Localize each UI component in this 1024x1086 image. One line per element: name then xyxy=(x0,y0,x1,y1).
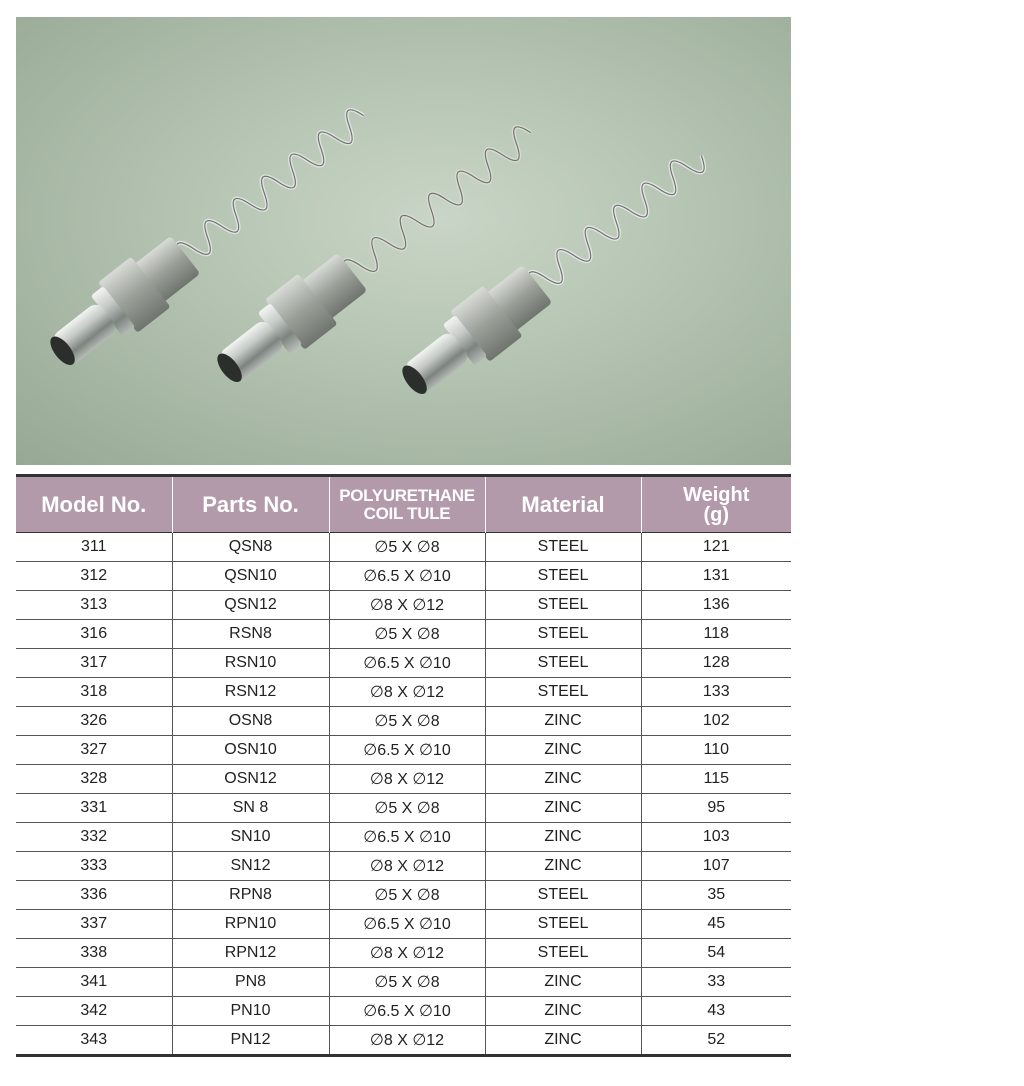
table-row xyxy=(16,997,791,1026)
cell-parts-no: PN10 xyxy=(172,997,329,1026)
cell-material: ZINC xyxy=(485,736,641,765)
cell-coil-tube: ∅6.5 X ∅10 xyxy=(329,562,485,591)
cell-coil-tube: ∅6.5 X ∅10 xyxy=(329,649,485,678)
cell-model-no: 343 xyxy=(16,1026,172,1056)
cell-model-no: 342 xyxy=(16,997,172,1026)
cell-weight: 95 xyxy=(641,794,791,823)
cell-material: STEEL xyxy=(485,939,641,968)
cell-coil-tube: ∅5 X ∅8 xyxy=(329,620,485,649)
cell-weight: 115 xyxy=(641,765,791,794)
cell-parts-no: RSN8 xyxy=(172,620,329,649)
cell-parts-no: SN12 xyxy=(172,852,329,881)
cell-coil-tube: ∅8 X ∅12 xyxy=(329,1026,485,1056)
table-row xyxy=(16,939,791,968)
specs-table xyxy=(16,474,791,1057)
cell-material: STEEL xyxy=(485,910,641,939)
cell-model-no: 338 xyxy=(16,939,172,968)
table-row xyxy=(16,1026,791,1056)
cell-coil-tube: ∅8 X ∅12 xyxy=(329,939,485,968)
table-row xyxy=(16,968,791,997)
cell-parts-no: PN8 xyxy=(172,968,329,997)
cell-coil-tube: ∅5 X ∅8 xyxy=(329,794,485,823)
cell-weight: 43 xyxy=(641,997,791,1026)
header-material: Material xyxy=(485,476,641,533)
cell-material: ZINC xyxy=(485,823,641,852)
cell-weight: 131 xyxy=(641,562,791,591)
cell-coil-tube: ∅6.5 X ∅10 xyxy=(329,736,485,765)
cell-parts-no: OSN8 xyxy=(172,707,329,736)
cell-coil-tube: ∅8 X ∅12 xyxy=(329,852,485,881)
cell-model-no: 327 xyxy=(16,736,172,765)
cell-model-no: 326 xyxy=(16,707,172,736)
cell-weight: 107 xyxy=(641,852,791,881)
cell-parts-no: RPN10 xyxy=(172,910,329,939)
cell-material: ZINC xyxy=(485,997,641,1026)
cell-weight: 118 xyxy=(641,620,791,649)
table-row xyxy=(16,707,791,736)
coupler-fitting xyxy=(389,130,722,409)
cell-weight: 133 xyxy=(641,678,791,707)
header-coil-tube: POLYURETHANE COIL TULE xyxy=(329,476,485,533)
table-row xyxy=(16,794,791,823)
cell-material: STEEL xyxy=(485,881,641,910)
cell-model-no: 311 xyxy=(16,533,172,562)
cell-coil-tube: ∅5 X ∅8 xyxy=(329,881,485,910)
cell-parts-no: QSN8 xyxy=(172,533,329,562)
cell-material: STEEL xyxy=(485,649,641,678)
cell-parts-no: SN10 xyxy=(172,823,329,852)
cell-parts-no: RSN10 xyxy=(172,649,329,678)
cell-coil-tube: ∅6.5 X ∅10 xyxy=(329,997,485,1026)
cell-model-no: 341 xyxy=(16,968,172,997)
table-row xyxy=(16,765,791,794)
cell-weight: 110 xyxy=(641,736,791,765)
cell-model-no: 333 xyxy=(16,852,172,881)
cell-weight: 103 xyxy=(641,823,791,852)
header-weight: Weight (g) xyxy=(641,476,791,533)
cell-parts-no: OSN12 xyxy=(172,765,329,794)
cell-material: STEEL xyxy=(485,591,641,620)
table-row xyxy=(16,881,791,910)
table-body xyxy=(16,533,791,1056)
cell-material: ZINC xyxy=(485,968,641,997)
table-row xyxy=(16,852,791,881)
cell-coil-tube: ∅5 X ∅8 xyxy=(329,707,485,736)
cell-parts-no: RSN12 xyxy=(172,678,329,707)
cell-material: ZINC xyxy=(485,1026,641,1056)
cell-parts-no: QSN10 xyxy=(172,562,329,591)
cell-coil-tube: ∅6.5 X ∅10 xyxy=(329,910,485,939)
cell-model-no: 316 xyxy=(16,620,172,649)
table-row xyxy=(16,562,791,591)
cell-coil-tube: ∅8 X ∅12 xyxy=(329,765,485,794)
cell-parts-no: QSN12 xyxy=(172,591,329,620)
cell-material: ZINC xyxy=(485,794,641,823)
cell-parts-no: RPN12 xyxy=(172,939,329,968)
cell-model-no: 317 xyxy=(16,649,172,678)
cell-weight: 102 xyxy=(641,707,791,736)
cell-model-no: 313 xyxy=(16,591,172,620)
cell-parts-no: PN12 xyxy=(172,1026,329,1056)
coupler-fitting xyxy=(37,90,384,381)
cell-weight: 128 xyxy=(641,649,791,678)
cell-model-no: 318 xyxy=(16,678,172,707)
cell-material: STEEL xyxy=(485,533,641,562)
cell-coil-tube: ∅5 X ∅8 xyxy=(329,968,485,997)
table-row xyxy=(16,533,791,562)
cell-weight: 33 xyxy=(641,968,791,997)
cell-parts-no: OSN10 xyxy=(172,736,329,765)
cell-model-no: 332 xyxy=(16,823,172,852)
cell-material: ZINC xyxy=(485,852,641,881)
header-parts-no: Parts No. xyxy=(172,476,329,533)
product-photo xyxy=(16,17,791,465)
cell-model-no: 312 xyxy=(16,562,172,591)
cell-coil-tube: ∅8 X ∅12 xyxy=(329,591,485,620)
table-row xyxy=(16,910,791,939)
cell-material: ZINC xyxy=(485,765,641,794)
cell-parts-no: RPN8 xyxy=(172,881,329,910)
cell-material: ZINC xyxy=(485,707,641,736)
cell-weight: 54 xyxy=(641,939,791,968)
table-row xyxy=(16,620,791,649)
cell-model-no: 331 xyxy=(16,794,172,823)
cell-weight: 121 xyxy=(641,533,791,562)
cell-parts-no: SN 8 xyxy=(172,794,329,823)
spring-coil xyxy=(338,122,539,287)
cell-material: STEEL xyxy=(485,678,641,707)
table-row xyxy=(16,823,791,852)
cell-coil-tube: ∅5 X ∅8 xyxy=(329,533,485,562)
table-row xyxy=(16,649,791,678)
header-model-no: Model No. xyxy=(16,476,172,533)
cell-coil-tube: ∅6.5 X ∅10 xyxy=(329,823,485,852)
table-header-row xyxy=(16,476,791,533)
cell-weight: 35 xyxy=(641,881,791,910)
cell-weight: 52 xyxy=(641,1026,791,1056)
cell-coil-tube: ∅8 X ∅12 xyxy=(329,678,485,707)
table-row xyxy=(16,591,791,620)
cell-model-no: 328 xyxy=(16,765,172,794)
cell-model-no: 337 xyxy=(16,910,172,939)
table-row xyxy=(16,736,791,765)
cell-material: STEEL xyxy=(485,620,641,649)
cell-material: STEEL xyxy=(485,562,641,591)
cell-weight: 136 xyxy=(641,591,791,620)
cell-model-no: 336 xyxy=(16,881,172,910)
cell-weight: 45 xyxy=(641,910,791,939)
spring-coil xyxy=(523,145,710,299)
table-row xyxy=(16,678,791,707)
spring-coil xyxy=(171,105,372,270)
